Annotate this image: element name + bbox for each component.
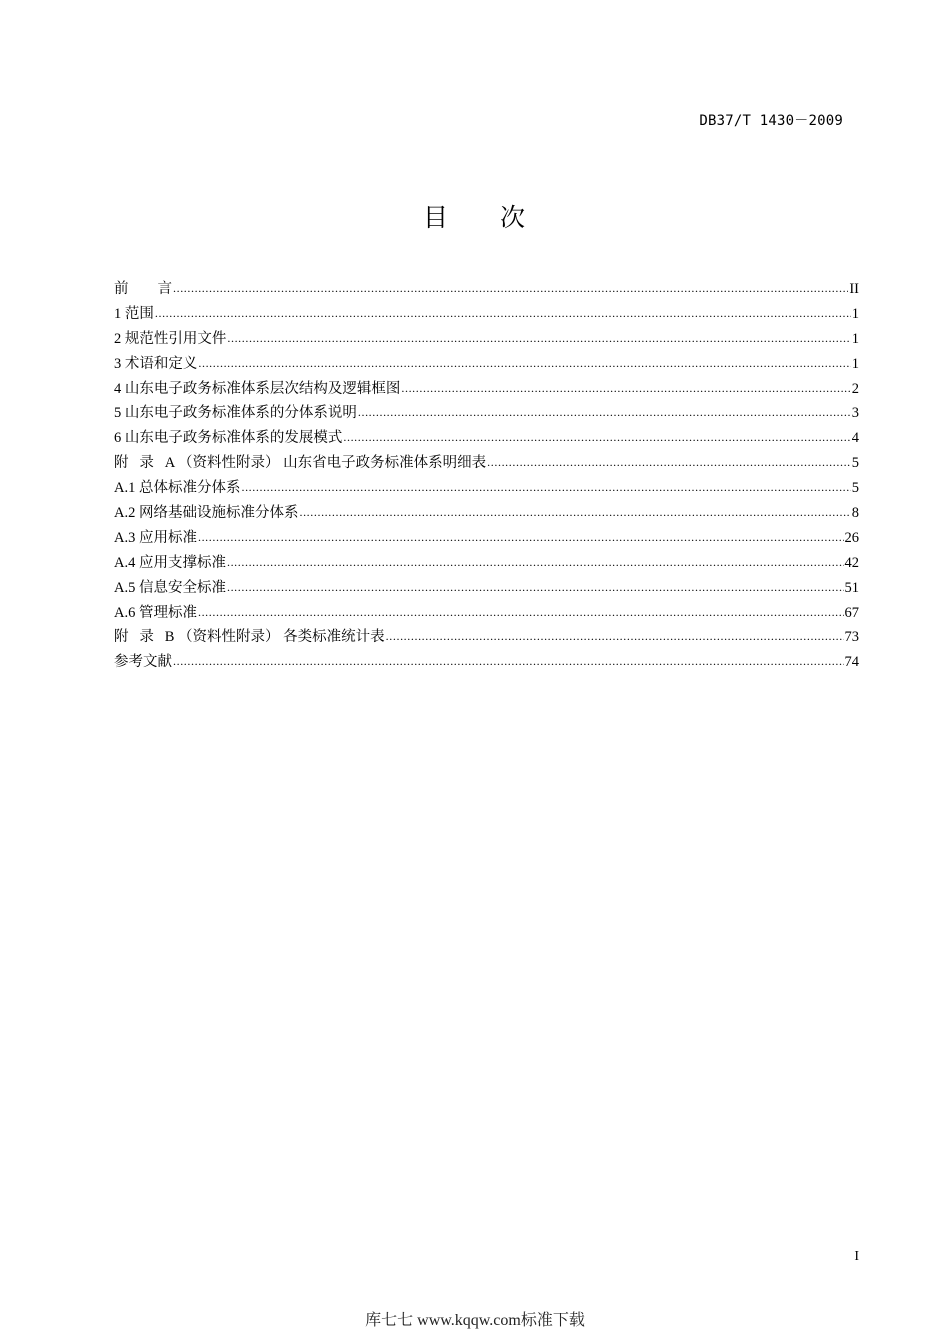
title-char-2: 次 [500, 203, 528, 232]
toc-entry[interactable] [114, 476, 859, 501]
toc-entry-page: 5 [851, 480, 859, 497]
toc-entry[interactable] [114, 302, 859, 327]
toc-entry-page: 42 [844, 554, 859, 571]
toc-entry[interactable] [114, 401, 859, 426]
toc-leader-dots [487, 455, 851, 470]
toc-entry-label: 5 山东电子政务标准体系的分体系说明 [114, 405, 357, 422]
toc-leader-dots [227, 580, 844, 595]
toc-leader-dots [227, 331, 850, 346]
toc-entry-page: 5 [851, 455, 859, 472]
toc-leader-dots [198, 356, 850, 371]
toc-entry-label: A.2 网络基础设施标准分体系 [114, 505, 299, 522]
toc-entry-page: 51 [844, 579, 859, 596]
toc-leader-dots [401, 381, 850, 396]
toc-entry-page: 74 [844, 654, 859, 671]
toc-entry-page: 8 [851, 505, 859, 522]
toc-leader-dots [198, 605, 844, 620]
toc-entry[interactable] [114, 501, 859, 526]
watermark-text: 库七七 www.kqqw.com标准下载 [365, 1312, 585, 1329]
toc-entry-page: 26 [844, 529, 859, 546]
toc-entry-page: 3 [851, 405, 859, 422]
toc-entry-page: 1 [851, 355, 859, 372]
toc-leader-dots [386, 629, 844, 644]
toc-entry-label: 前 言 [114, 281, 172, 297]
toc-entry[interactable] [114, 576, 859, 601]
toc-leader-dots [227, 555, 844, 570]
toc-entry[interactable] [114, 650, 859, 675]
toc-entry-page: 2 [851, 380, 859, 397]
toc-entry-label: A.3 应用标准 [114, 529, 197, 546]
toc-entry[interactable] [114, 625, 859, 650]
toc-entry-page: 1 [851, 305, 859, 322]
toc-entry[interactable] [114, 327, 859, 352]
toc-entry[interactable] [114, 377, 859, 402]
toc-leader-dots [299, 505, 850, 520]
toc-entry[interactable] [114, 551, 859, 576]
toc-entry-label: A.4 应用支撑标准 [114, 554, 226, 571]
toc-entry[interactable] [114, 526, 859, 551]
toc-leader-dots [241, 480, 850, 495]
toc-entry-page: 4 [851, 430, 859, 447]
table-of-contents [114, 277, 859, 675]
page-number: I [854, 1249, 859, 1264]
toc-entry-label: A.1 总体标准分体系 [114, 480, 241, 497]
toc-entry[interactable] [114, 277, 859, 302]
toc-leader-dots [358, 405, 851, 420]
toc-entry-page: 1 [851, 330, 859, 347]
toc-entry[interactable] [114, 601, 859, 626]
toc-leader-dots [155, 306, 851, 321]
toc-entry-label: 附 录 A （资料性附录） 山东省电子政务标准体系明细表 [114, 455, 487, 472]
toc-entry-label: 附 录 B （资料性附录） 各类标准统计表 [114, 629, 385, 646]
document-id: DB37/T 1430－2009 [699, 113, 843, 129]
toc-entry-label: 6 山东电子政务标准体系的发展模式 [114, 430, 343, 447]
toc-entry-page: 73 [844, 629, 859, 646]
toc-entry-label: 1 范围 [114, 305, 154, 322]
toc-leader-dots [173, 654, 844, 669]
toc-leader-dots [173, 281, 848, 296]
toc-entry[interactable] [114, 352, 859, 377]
toc-leader-dots [343, 430, 850, 445]
toc-entry-page: 67 [844, 604, 859, 621]
toc-entry[interactable] [114, 426, 859, 451]
toc-entry-label: 4 山东电子政务标准体系层次结构及逻辑框图 [114, 380, 401, 397]
title-char-1: 目 [422, 203, 450, 232]
toc-entry-label: A.6 管理标准 [114, 604, 197, 621]
toc-entry-label: 3 术语和定义 [114, 355, 198, 372]
toc-entry-label: 2 规范性引用文件 [114, 330, 227, 347]
toc-entry-label: 参考文献 [114, 654, 172, 671]
toc-entry-label: A.5 信息安全标准 [114, 579, 226, 596]
page-title [0, 198, 950, 234]
toc-entry-page: II [849, 281, 859, 297]
toc-entry[interactable] [114, 451, 859, 476]
toc-leader-dots [198, 530, 844, 545]
